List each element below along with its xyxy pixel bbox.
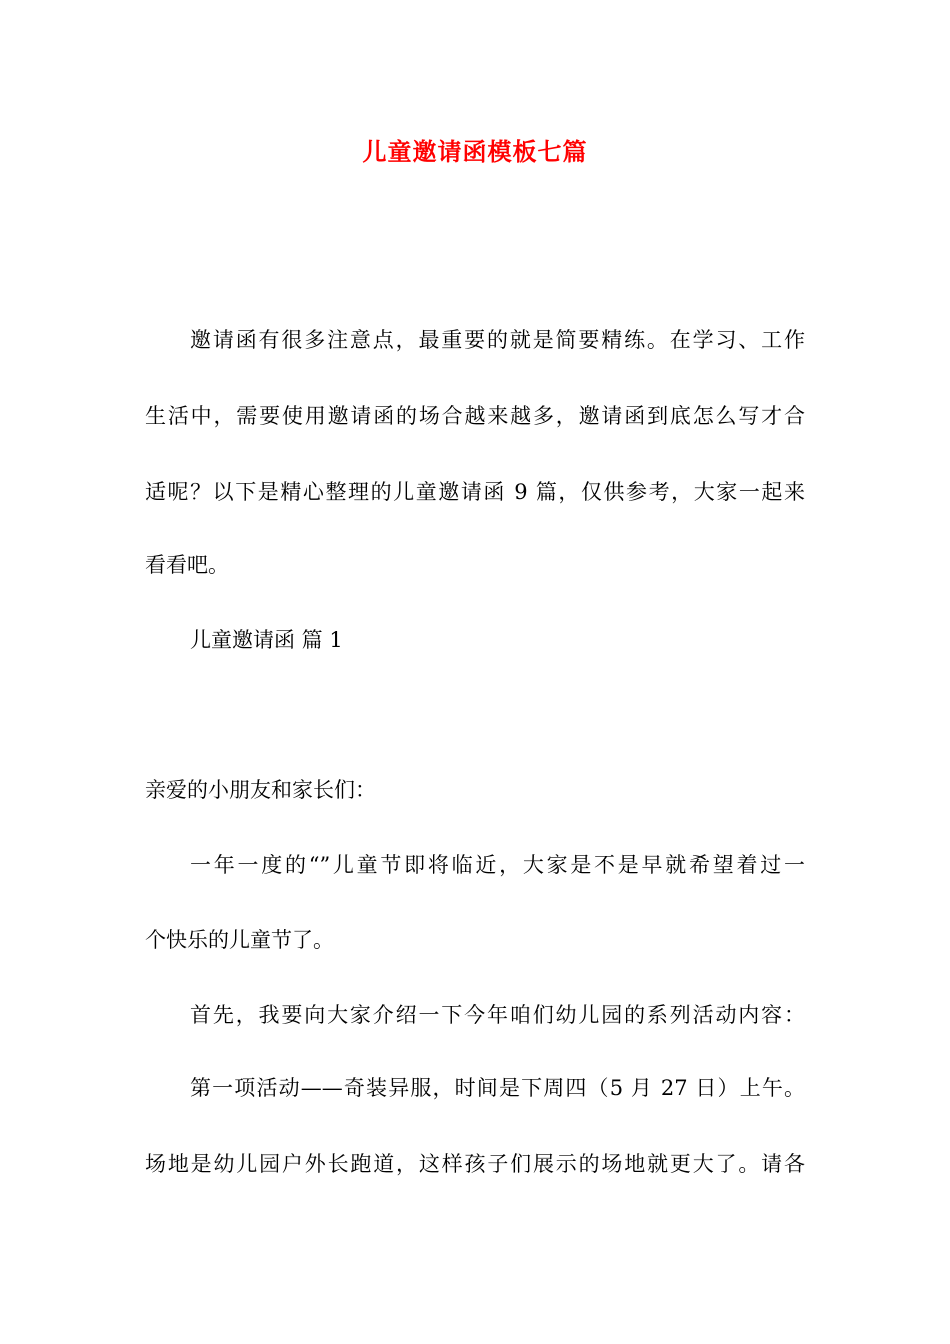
paragraph-line: 适呢？以下是精心整理的儿童邀请函 9 篇，仅供参考，大家一起来 [145,480,805,504]
paragraph-line: 看看吧。 [145,553,229,577]
paragraph-line: 生活中，需要使用邀请函的场合越来越多，邀请函到底怎么写才合 [145,404,805,428]
paragraph-line: 第一项活动——奇装异服，时间是下周四（5 月 27 日）上午。 [190,1076,805,1100]
paragraph-line: 邀请函有很多注意点，最重要的就是简要精练。在学习、工作 [190,328,805,352]
salutation: 亲爱的小朋友和家长们： [145,778,376,802]
paragraph-line: 首先，我要向大家介绍一下今年咱们幼儿园的系列活动内容： [190,1003,805,1027]
paragraph-line: 场地是幼儿园户外长跑道，这样孩子们展示的场地就更大了。请各 [145,1152,805,1176]
paragraph-line: 一年一度的“”儿童节即将临近，大家是不是早就希望着过一 [190,853,805,877]
section-heading: 儿童邀请函 篇 1 [190,628,343,652]
paragraph-line: 个快乐的儿童节了。 [145,928,334,952]
document-title: 儿童邀请函模板七篇 [362,137,588,166]
